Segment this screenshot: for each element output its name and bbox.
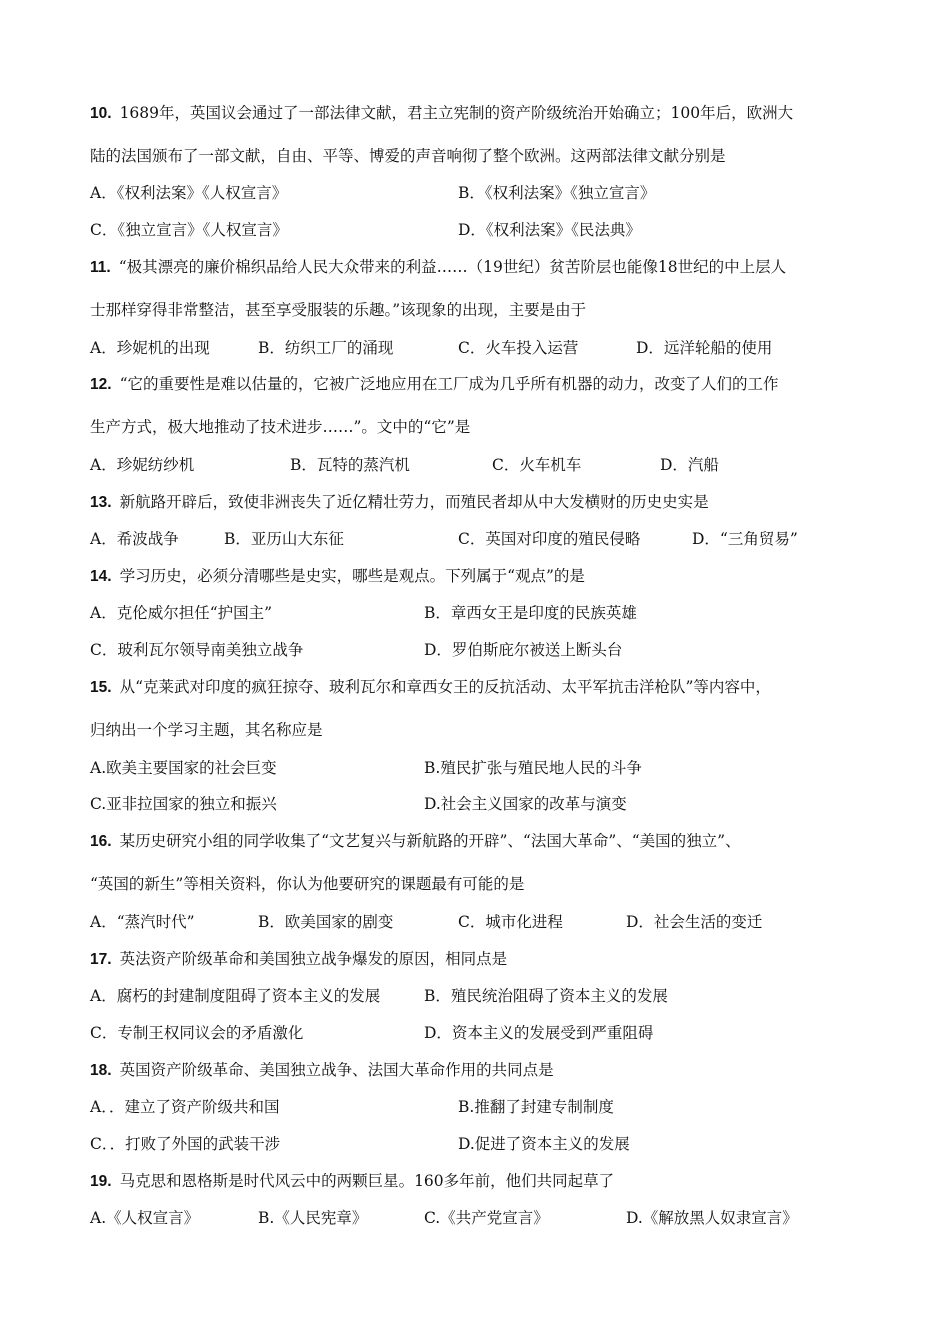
- question-16-option-b[interactable]: B．欧美国家的剧变: [258, 913, 394, 931]
- question-15-option-c[interactable]: C.亚非拉国家的独立和振兴: [90, 795, 277, 813]
- question-10-option-a[interactable]: A．《权利法案》《人权宣言》: [90, 184, 288, 202]
- question-17-stem-line-1: 17. 英法资产阶级革命和美国独立战争爆发的原因，相同点是: [90, 950, 508, 968]
- question-18-option-b[interactable]: B.推翻了封建专制制度: [458, 1098, 614, 1116]
- question-13-option-b[interactable]: B．亚历山大东征: [224, 530, 344, 548]
- question-19-option-a[interactable]: A.《人权宣言》: [90, 1209, 200, 1227]
- question-11-stem-line-1: 11. “极其漂亮的廉价棉织品给人民大众带来的利益……（19世纪）贫苦阶层也能像18世纪的中上层人: [90, 258, 787, 276]
- question-14-stem-line-1: 14. 学习历史，必须分清哪些是史实，哪些是观点。下列属于“观点”的是: [90, 567, 585, 585]
- question-16-stem-line-1: 16. 某历史研究小组的同学收集了“文艺复兴与新航路的开辟”、“法国大革命”、“美国的独立”、: [90, 832, 741, 850]
- question-15-option-a[interactable]: A.欧美主要国家的社会巨变: [90, 759, 277, 777]
- question-number: 19.: [90, 1173, 112, 1190]
- question-13-option-a[interactable]: A．希波战争: [90, 530, 179, 548]
- question-10-stem-line-2: 陆的法国颁布了一部文献，自由、平等、博爱的声音响彻了整个欧洲。这两部法律文献分别是: [90, 147, 726, 165]
- question-12-option-a[interactable]: A．珍妮纺纱机: [90, 456, 195, 474]
- question-14-option-b[interactable]: B．章西女王是印度的民族英雄: [424, 604, 637, 622]
- question-18-option-a[interactable]: A．．建立了资产阶级共和国: [90, 1098, 280, 1116]
- question-15-stem-line-1: 15. 从“克莱武对印度的疯狂掠夺、玻利瓦尔和章西女王的反抗活动、太平军抗击洋枪队”等内容中，: [90, 678, 771, 696]
- question-15-option-b[interactable]: B.殖民扩张与殖民地人民的斗争: [424, 759, 642, 777]
- question-17-option-c[interactable]: C．专制王权同议会的矛盾激化: [90, 1024, 304, 1042]
- question-15-stem-line-2: 归纳出一个学习主题，其名称应是: [90, 721, 323, 739]
- question-13-option-c[interactable]: C．英国对印度的殖民侵略: [458, 530, 641, 548]
- question-12-stem-line-1: 12. “它的重要性是难以估量的，它被广泛地应用在工厂成为几乎所有机器的动力，改变了人们的工作: [90, 375, 779, 393]
- question-10-stem-line-1: 10. 1689年，英国议会通过了一部法律文献，君主立宪制的资产阶级统治开始确立；100年后，欧洲大: [90, 104, 794, 122]
- question-12-option-d[interactable]: D．汽船: [660, 456, 719, 474]
- question-16-stem-line-2: “英国的新生”等相关资料，你认为他要研究的课题最有可能的是: [90, 875, 525, 893]
- question-number: 12.: [90, 376, 112, 393]
- question-13-option-d[interactable]: D．“三角贸易”: [692, 530, 798, 548]
- question-11-stem-line-2: 士那样穿得非常整洁，甚至享受服装的乐趣。”该现象的出现，主要是由于: [90, 301, 587, 319]
- question-17-option-b[interactable]: B．殖民统治阻碍了资本主义的发展: [424, 987, 668, 1005]
- question-16-option-a[interactable]: A．“蒸汽时代”: [90, 913, 195, 931]
- question-14-option-a[interactable]: A．克伦威尔担任“护国主”: [90, 604, 273, 622]
- question-number: 17.: [90, 951, 112, 968]
- question-12-option-b[interactable]: B．瓦特的蒸汽机: [290, 456, 410, 474]
- question-11-option-d[interactable]: D．远洋轮船的使用: [636, 339, 773, 357]
- question-10-option-b[interactable]: B．《权利法案》《独立宣言》: [458, 184, 656, 202]
- question-16-option-c[interactable]: C．城市化进程: [458, 913, 563, 931]
- question-18-option-c[interactable]: C．．打败了外国的武装干涉: [90, 1135, 281, 1153]
- question-11-option-b[interactable]: B．纺织工厂的涌现: [258, 339, 394, 357]
- question-18-stem-line-1: 18. 英国资产阶级革命、美国独立战争、法国大革命作用的共同点是: [90, 1061, 554, 1079]
- question-number: 14.: [90, 568, 112, 585]
- question-number: 15.: [90, 679, 112, 696]
- question-17-option-a[interactable]: A．腐朽的封建制度阻碍了资本主义的发展: [90, 987, 381, 1005]
- question-11-option-c[interactable]: C．火车投入运营: [458, 339, 579, 357]
- question-15-option-d[interactable]: D.社会主义国家的改革与演变: [424, 795, 627, 813]
- question-14-option-c[interactable]: C．玻利瓦尔领导南美独立战争: [90, 641, 304, 659]
- question-11-option-a[interactable]: A．珍妮机的出现: [90, 339, 210, 357]
- question-19-option-b[interactable]: B.《人民宪章》: [258, 1209, 368, 1227]
- question-19-stem-line-1: 19. 马克思和恩格斯是时代风云中的两颗巨星。160多年前，他们共同起草了: [90, 1172, 615, 1190]
- question-17-option-d[interactable]: D．资本主义的发展受到严重阻碍: [424, 1024, 654, 1042]
- question-number: 10.: [90, 105, 112, 122]
- question-18-option-d[interactable]: D.促进了资本主义的发展: [458, 1135, 630, 1153]
- question-number: 13.: [90, 494, 112, 511]
- question-number: 18.: [90, 1062, 112, 1079]
- question-number: 16.: [90, 833, 112, 850]
- question-number: 11.: [90, 259, 111, 276]
- question-19-option-c[interactable]: C.《共产党宣言》: [424, 1209, 549, 1227]
- question-10-option-c[interactable]: C．《独立宣言》《人权宣言》: [90, 221, 288, 239]
- question-16-option-d[interactable]: D．社会生活的变迁: [626, 913, 763, 931]
- question-13-stem-line-1: 13. 新航路开辟后，致使非洲丧失了近亿精壮劳力，而殖民者却从中大发横财的历史史实是: [90, 493, 709, 511]
- question-14-option-d[interactable]: D．罗伯斯庇尔被送上断头台: [424, 641, 623, 659]
- question-10-option-d[interactable]: D．《权利法案》《民法典》: [458, 221, 641, 239]
- question-12-option-c[interactable]: C．火车机车: [492, 456, 582, 474]
- question-12-stem-line-2: 生产方式，极大地推动了技术进步……”。文中的“它”是: [90, 418, 471, 436]
- question-19-option-d[interactable]: D.《解放黑人奴隶宣言》: [626, 1209, 798, 1227]
